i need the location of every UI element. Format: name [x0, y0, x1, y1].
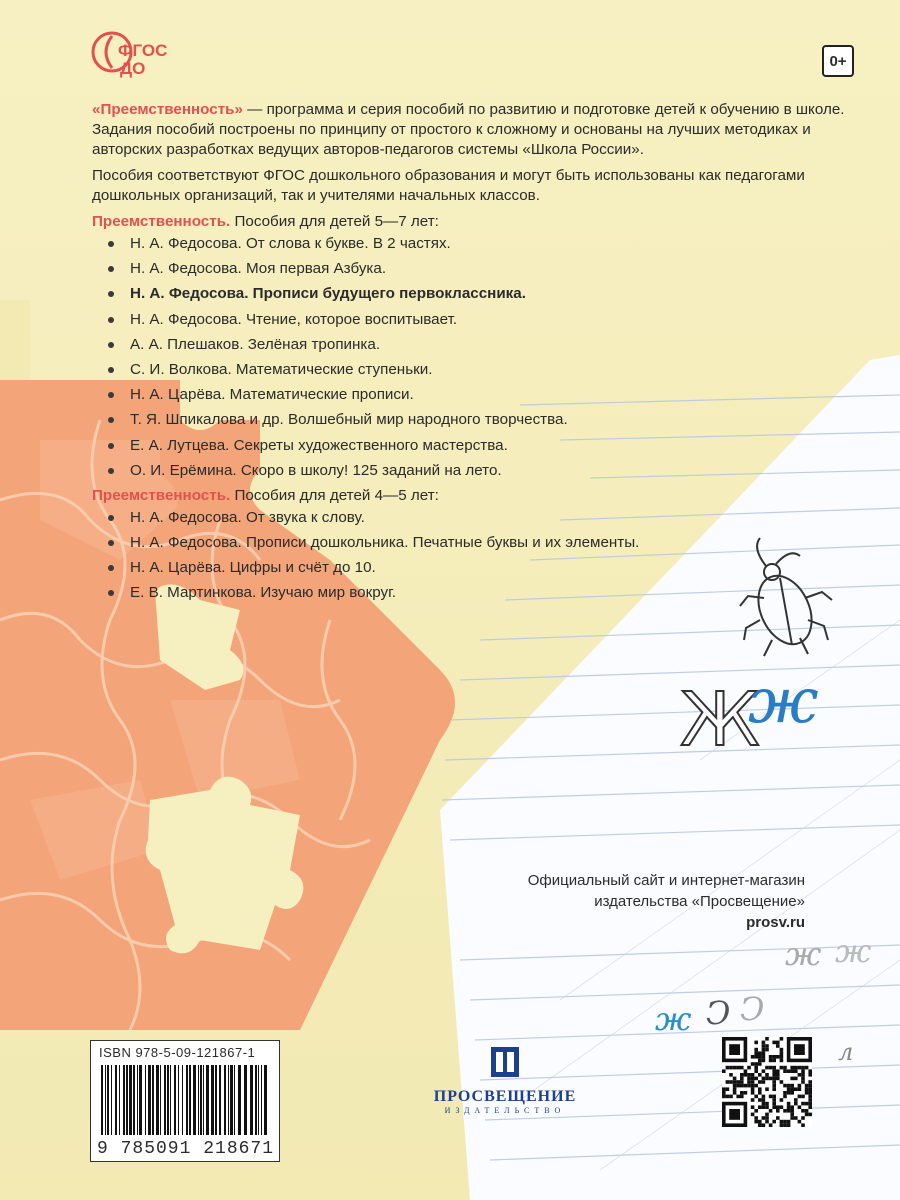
- list-item: Н. А. Федосова. От звука к слову.: [128, 508, 852, 528]
- list-item: С. И. Волкова. Математические ступеньки.: [128, 360, 852, 380]
- barcode-number: 9 785091 218671: [97, 1139, 275, 1159]
- shop-line2: издательства «Просвещение»: [594, 893, 805, 910]
- qr-code-icon: [722, 1037, 812, 1127]
- age-rating-badge: 0+: [822, 45, 854, 77]
- script-row-letter: ж: [655, 1000, 692, 1038]
- script-row-letter: Ͻ: [740, 990, 765, 1028]
- section-heading: [92, 486, 852, 506]
- logo-text-bottom: ДО: [120, 59, 146, 78]
- list-item: Н. А. Федосова. Прописи дошкольника. Печатные буквы и их элементы.: [128, 533, 852, 553]
- list-item: Т. Я. Шпикалова и др. Волшебный мир народного творчества.: [128, 410, 852, 430]
- publisher-name: ПРОСВЕЩЕНИЕ: [433, 1088, 577, 1105]
- script-row-letter: ж: [835, 932, 872, 970]
- section-heading: [92, 212, 852, 232]
- list-item: А. А. Плешаков. Зелёная тропинка.: [128, 335, 852, 355]
- qr-code[interactable]: [722, 1037, 812, 1127]
- shop-line1: Официальный сайт и интернет-магазин: [527, 872, 805, 889]
- shop-url-link[interactable]: prosv.ru: [746, 914, 805, 931]
- series-name: «Преемственность»: [92, 101, 243, 118]
- intro-paragraph: [92, 100, 852, 160]
- list-item: Н. А. Царёва. Математические прописи.: [128, 385, 852, 405]
- logo-text-top: ФГОС: [118, 41, 168, 60]
- section-4-5: [92, 486, 852, 604]
- shop-info: [528, 870, 805, 933]
- book-list: [128, 234, 852, 481]
- isbn-barcode: [90, 1040, 280, 1162]
- script-row-letter: Ͻ: [706, 994, 731, 1032]
- standards-paragraph: Пособия соответствуют ФГОС дошкольного образования и могут быть использованы как педагогами дошкольных организаций, так и учителями начальных классов.: [92, 167, 805, 204]
- cover-text: [92, 100, 852, 609]
- list-item-current-book: Н. А. Федосова. Прописи будущего первоклассника.: [128, 284, 852, 304]
- list-item: Н. А. Федосова. От слова к букве. В 2 частях.: [128, 234, 852, 254]
- section-series: Преемственность.: [92, 486, 231, 504]
- list-item: Н. А. Федосова. Чтение, которое воспитывает.: [128, 310, 852, 330]
- intro-text: — программа и серия пособий по развитию и подготовке детей к обучению в школе. Задания пособий построены по принципу от простого к сложному и основаны на лучших методиках и авторских разработках ведущих авторов-педагогов системы «Школа России».: [92, 101, 845, 158]
- publisher-emblem-icon: [485, 1045, 525, 1079]
- list-item: Е. В. Мартинкова. Изучаю мир вокруг.: [128, 583, 852, 603]
- publisher-logo: [415, 1045, 595, 1115]
- section-title: Пособия для детей 4—5 лет:: [230, 486, 439, 504]
- script-letter: ж: [748, 664, 819, 737]
- publisher-subtitle: ИЗДАТЕЛЬСТВО: [444, 1106, 566, 1115]
- isbn-label: ISBN 978-5-09-121867-1: [99, 1045, 256, 1060]
- script-row-letter: ж: [785, 935, 822, 973]
- list-item: Е. А. Лутцева. Секреты художественного мастерства.: [128, 436, 852, 456]
- printed-letter: Ж: [680, 677, 760, 763]
- section-series: Преемственность.: [92, 213, 231, 230]
- barcode-bars: [99, 1065, 273, 1135]
- list-item: О. И. Ерёмина. Скоро в школу! 125 заданий на лето.: [128, 461, 852, 481]
- section-5-7: [92, 212, 852, 481]
- list-item: Н. А. Федосова. Моя первая Азбука.: [128, 259, 852, 279]
- script-mark: л: [838, 1038, 854, 1066]
- book-list: [128, 508, 852, 604]
- fgos-logo: [90, 22, 180, 82]
- section-title: Пособия для детей 5—7 лет:: [230, 213, 439, 230]
- list-item: Н. А. Царёва. Цифры и счёт до 10.: [128, 558, 852, 578]
